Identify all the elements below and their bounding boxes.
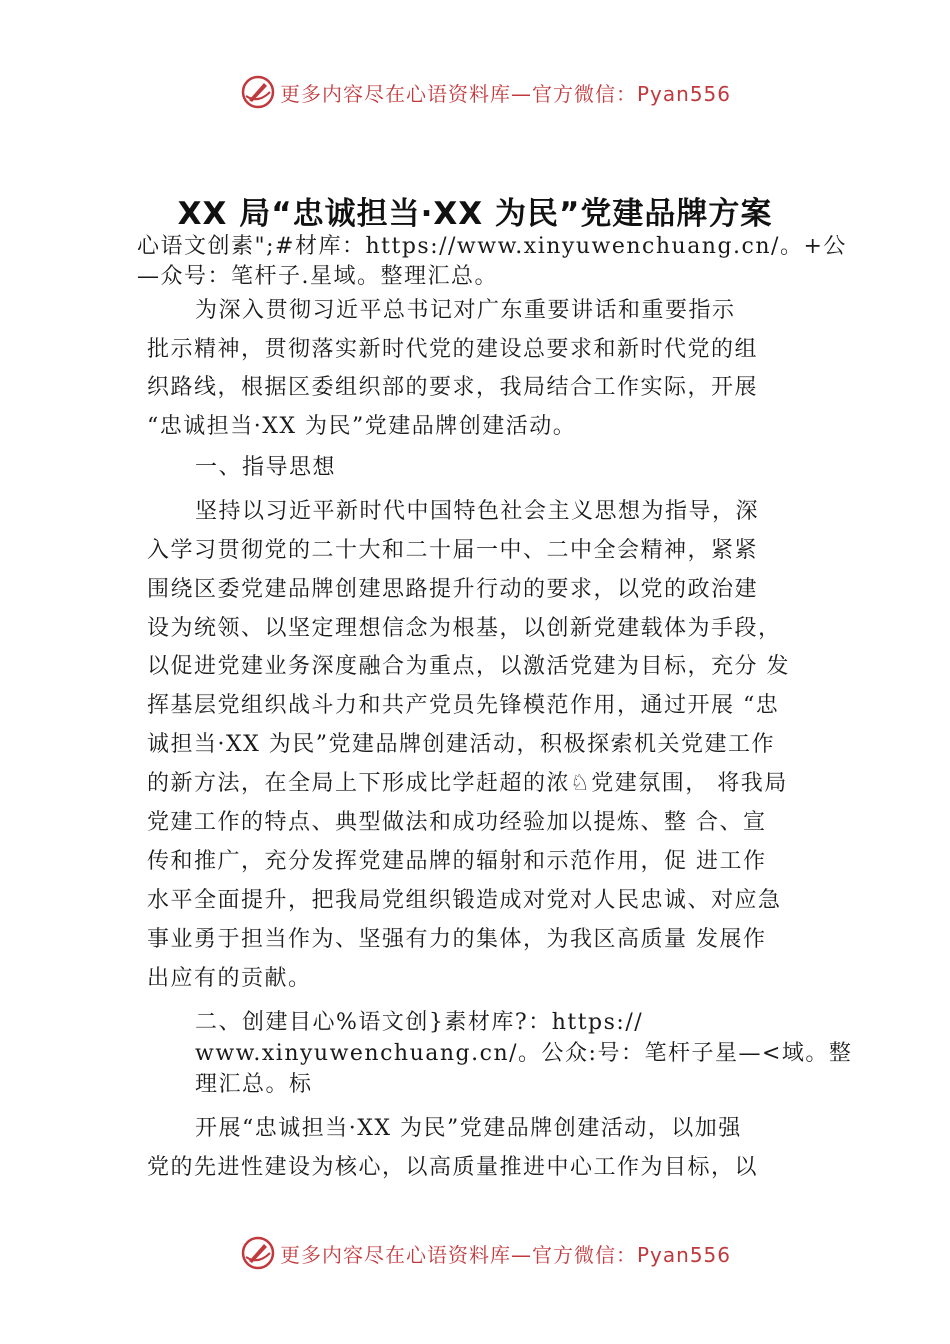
banner-text: 更多内容尽在心语资料库—官方微信：Pyan556 xyxy=(280,1243,732,1267)
section-heading: 二、创建目心%语文创}素材库?：https:// xyxy=(195,1010,644,1035)
paragraph-line: 设为统领、以坚定理想信念为根基，以创新党建载体为手段， xyxy=(147,616,782,641)
paragraph-line: 织路线，根据区委组织部的要求，我局结合工作实际，开展 xyxy=(147,375,759,400)
paragraph-line: 批示精神，贯彻落实新时代党的建设总要求和新时代党的组 xyxy=(147,337,759,362)
paragraph-line: 以促进党建业务深度融合为重点，以激活党建为目标，充分 发 xyxy=(147,654,790,679)
header-banner xyxy=(0,72,950,112)
source-note-line: 心语文创素";#材库：https://www.xinyuwenchuang.cn/。+公 xyxy=(137,234,847,259)
paragraph-line: 为深入贯彻习近平总书记对广东重要讲话和重要指示 xyxy=(195,298,736,323)
section-heading: 一、指导思想 xyxy=(195,455,337,480)
paragraph-line: 事业勇于担当作为、坚强有力的集体，为我区高质量 发展作 xyxy=(147,927,767,952)
pen-circle-logo-icon xyxy=(240,74,276,110)
section-heading: 理汇总。标 xyxy=(195,1072,313,1097)
paragraph-line: 开展“忠诚担当·XX 为民”党建品牌创建活动，以加强 xyxy=(195,1116,742,1141)
banner-text: 更多内容尽在心语资料库—官方微信：Pyan556 xyxy=(280,82,732,106)
paragraph-line: 挥基层党组织战斗力和共产党员先锋模范作用，通过开展 “忠 xyxy=(147,693,780,718)
pen-circle-logo-icon xyxy=(240,1235,276,1271)
section-heading: www.xinyuwenchuang.cn/。公众:号：笔杆子星—<域。整 xyxy=(195,1041,853,1066)
paragraph-line: 入学习贯彻党的二十大和二十届一中、二中全会精神，紧紧 xyxy=(147,538,759,563)
paragraph-line: “忠诚担当·XX 为民”党建品牌创建活动。 xyxy=(147,414,577,439)
paragraph-line: 出应有的贡献。 xyxy=(147,966,312,991)
document-title: XX 局“忠诚担当·XX 为民”党建品牌方案 xyxy=(177,196,773,232)
paragraph-line: 坚持以习近平新时代中国特色社会主义思想为指导，深 xyxy=(195,499,760,524)
paragraph-line: 党建工作的特点、典型做法和成功经验加以提炼、整 合、宣 xyxy=(147,810,767,835)
paragraph-line: 的新方法，在全局上下形成比学赶超的浓♘党建氛围， 将我局 xyxy=(147,771,788,796)
paragraph-line: 党的先进性建设为核心，以高质量推进中心工作为目标，以 xyxy=(147,1155,759,1180)
footer-banner xyxy=(0,1233,950,1273)
paragraph-line: 围绕区委党建品牌创建思路提升行动的要求，以党的政治建 xyxy=(147,577,759,602)
paragraph-line: 传和推广，充分发挥党建品牌的辐射和示范作用，促 进工作 xyxy=(147,849,767,874)
paragraph-line: 诚担当·XX 为民”党建品牌创建活动，积极探索机关党建工作 xyxy=(147,732,776,757)
source-note-line: —众号：笔杆子.星域。整理汇总。 xyxy=(137,264,498,289)
paragraph-line: 水平全面提升，把我局党组织锻造成对党对人民忠诚、对应急 xyxy=(147,888,782,913)
